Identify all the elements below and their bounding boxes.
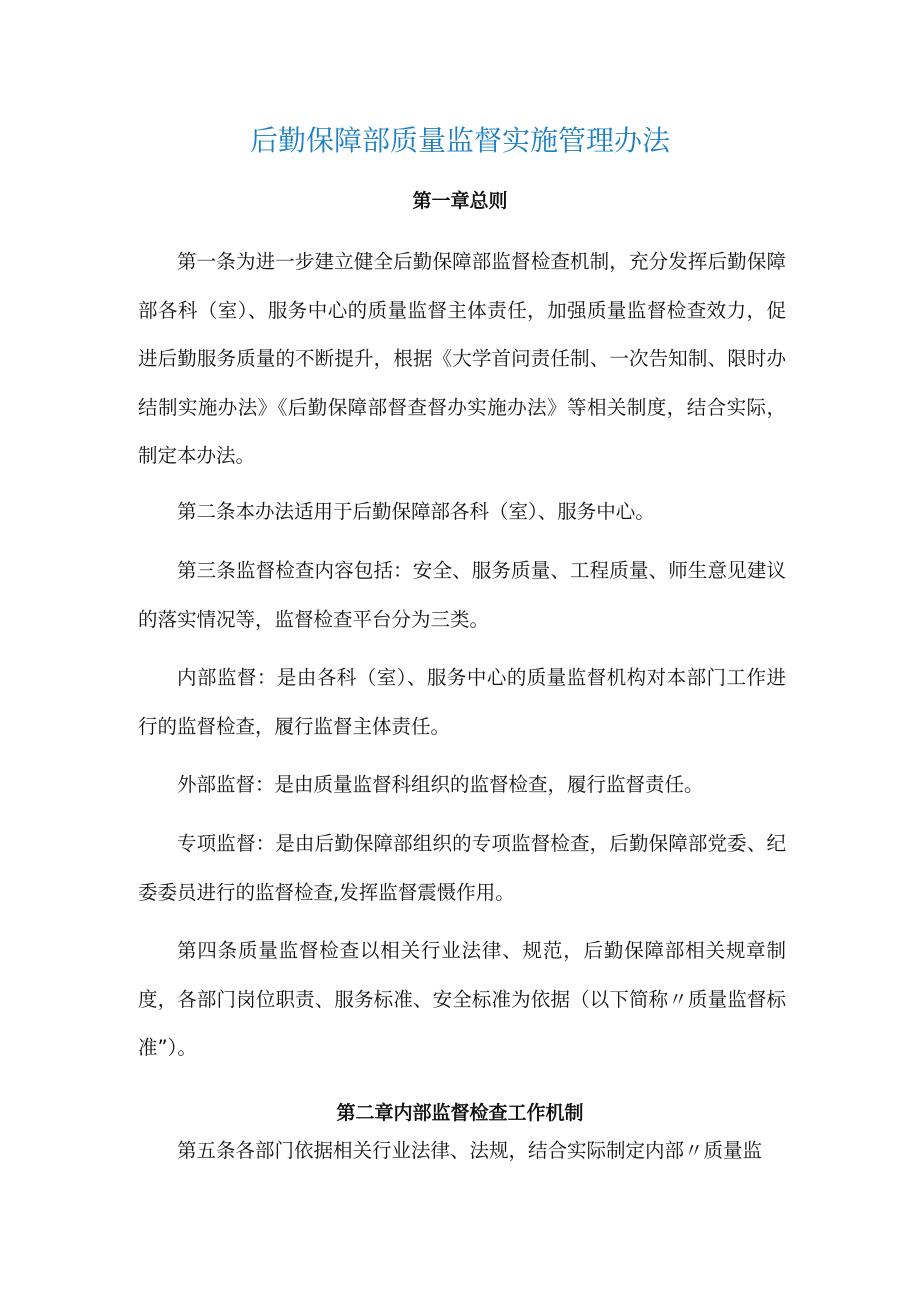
article-5-paragraph: 第五条各部门依据相关行业法律、法规，结合实际制定内部〃质量监	[177, 1139, 763, 1162]
chapter-2-heading: 第二章内部监督检查工作机制	[336, 1102, 584, 1124]
article-3-paragraph: 第三条监督检查内容包括：安全、服务质量、工程质量、师生意见建议的落实情况等，监督检查平台分为三类。	[138, 559, 786, 631]
chapter-1-heading: 第一章总则	[412, 190, 508, 212]
external-supervision-paragraph: 外部监督：是由质量监督科组织的监督检查，履行监督责任。	[177, 773, 704, 796]
article-4-paragraph: 第四条质量监督检查以相关行业法律、规范，后勤保障部相关规章制度，各部门岗位职责、服务标准、安全标准为依据（以下简称〃质量监督标准”）。	[138, 939, 786, 1059]
document-title: 后勤保障部质量监督实施管理办法	[249, 124, 670, 157]
internal-supervision-paragraph: 内部监督：是由各科（室）、服务中心的质量监督机构对本部门工作进行的监督检查，履行监督主体责任。	[138, 666, 786, 738]
article-2-paragraph: 第二条本办法适用于后勤保障部各科（室）、服务中心。	[177, 500, 655, 523]
special-supervision-paragraph: 专项监督：是由后勤保障部组织的专项监督检查，后勤保障部党委、纪委委员进行的监督检查,发挥监督震慑作用。	[138, 832, 786, 904]
article-1-paragraph: 第一条为进一步建立健全后勤保障部监督检查机制，充分发挥后勤保障部各科（室）、服务中心的质量监督主体责任，加强质量监督检查效力，促进后勤服务质量的不断提升，根据《大学首问责任制、一次告知制、限时办结制实施办法》《后勤保障部督查督办实施办法》等相关制度，结合实际，制定本办法。	[138, 250, 786, 467]
